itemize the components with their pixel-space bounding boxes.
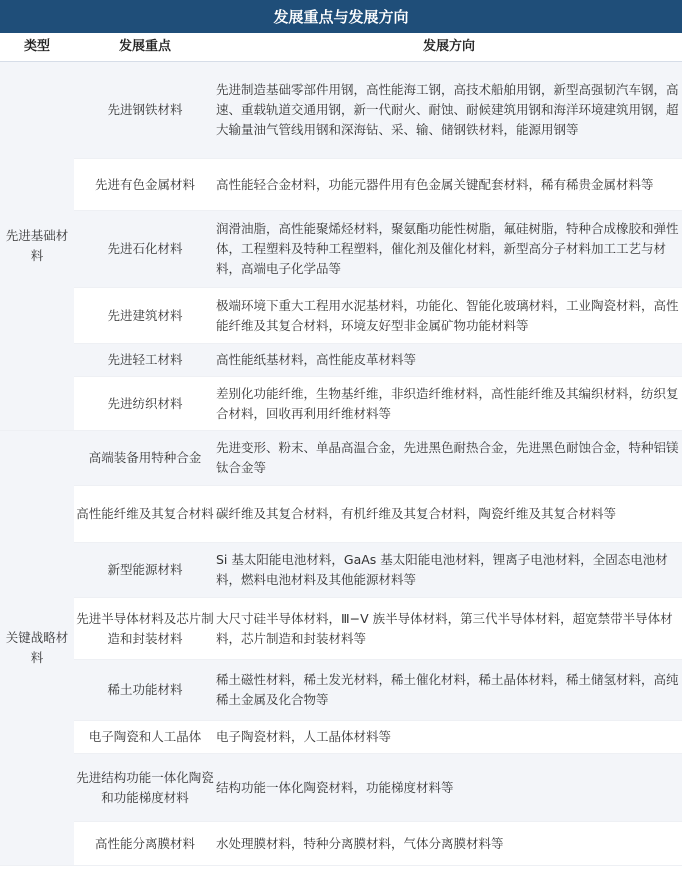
header-direction: 发展方向 <box>216 33 682 62</box>
table-row <box>0 754 682 822</box>
table-title: 发展重点与发展方向 <box>0 0 682 33</box>
table-row <box>0 288 682 344</box>
direction-cell: 高性能纸基材料，高性能皮革材料等 <box>216 344 682 377</box>
focus-cell: 先进结构功能一体化陶瓷和功能梯度材料 <box>74 754 216 822</box>
direction-cell: 先进制造基础零部件用钢，高性能海工钢，高技术船舶用钢，新型高强韧汽车钢，高速、重载轨道交通用钢，新一代耐火、耐蚀、耐候建筑用钢和海洋环境建筑用钢，超大输量油气管线用钢和深海钻、采、输、储钢铁材料，能源用钢等 <box>216 62 682 159</box>
focus-cell: 先进纺织材料 <box>74 377 216 431</box>
table-row <box>0 62 682 159</box>
focus-cell: 电子陶瓷和人工晶体 <box>74 721 216 754</box>
focus-cell: 先进钢铁材料 <box>74 62 216 159</box>
header-row <box>0 33 682 62</box>
table-row <box>0 211 682 288</box>
focus-cell: 高端装备用特种合金 <box>74 431 216 486</box>
direction-cell: 碳纤维及其复合材料，有机纤维及其复合材料，陶瓷纤维及其复合材料等 <box>216 486 682 543</box>
focus-cell: 新型能源材料 <box>74 543 216 598</box>
direction-cell: 润滑油脂，高性能聚烯烃材料，聚氨酯功能性树脂，氟硅树脂，特种合成橡胶和弹性体，工程塑料及特种工程塑料，催化剂及催化材料，新型高分子材料加工工艺与材料，高端电子化学品等 <box>216 211 682 288</box>
focus-cell: 先进轻工材料 <box>74 344 216 377</box>
table-row <box>0 660 682 721</box>
direction-cell: 稀土磁性材料，稀土发光材料，稀土催化材料，稀土晶体材料，稀土储氢材料，高纯稀土金属及化合物等 <box>216 660 682 721</box>
direction-cell: 大尺寸硅半导体材料，Ⅲ−Ⅴ 族半导体材料，第三代半导体材料，超宽禁带半导体材料，芯片制造和封装材料等 <box>216 598 682 660</box>
table-row <box>0 377 682 431</box>
direction-cell: 电子陶瓷材料，人工晶体材料等 <box>216 721 682 754</box>
direction-cell: Si 基太阳能电池材料，GaAs 基太阳能电池材料，锂离子电池材料，全固态电池材料，燃料电池材料及其他能源材料等 <box>216 543 682 598</box>
direction-cell: 高性能轻合金材料，功能元器件用有色金属关键配套材料，稀有稀贵金属材料等 <box>216 159 682 211</box>
header-focus: 发展重点 <box>74 33 216 62</box>
focus-cell: 高性能分离膜材料 <box>74 822 216 866</box>
development-table <box>0 33 682 866</box>
focus-cell: 高性能纤维及其复合材料 <box>74 486 216 543</box>
table-row <box>0 431 682 486</box>
focus-cell: 先进石化材料 <box>74 211 216 288</box>
table-row <box>0 598 682 660</box>
direction-cell: 水处理膜材料，特种分离膜材料，气体分离膜材料等 <box>216 822 682 866</box>
category-cell: 关键战略材料 <box>0 431 74 866</box>
direction-cell: 差别化功能纤维，生物基纤维，非织造纤维材料，高性能纤维及其编织材料，纺织复合材料，回收再利用纤维材料等 <box>216 377 682 431</box>
table-row <box>0 159 682 211</box>
header-type: 类型 <box>0 33 74 62</box>
focus-cell: 稀土功能材料 <box>74 660 216 721</box>
table-row <box>0 344 682 377</box>
table-row <box>0 822 682 866</box>
category-cell: 先进基础材料 <box>0 62 74 431</box>
focus-cell: 先进建筑材料 <box>74 288 216 344</box>
table-row <box>0 543 682 598</box>
direction-cell: 结构功能一体化陶瓷材料，功能梯度材料等 <box>216 754 682 822</box>
direction-cell: 先进变形、粉末、单晶高温合金，先进黑色耐热合金，先进黑色耐蚀合金，特种铝镁钛合金等 <box>216 431 682 486</box>
focus-cell: 先进半导体材料及芯片制造和封装材料 <box>74 598 216 660</box>
focus-cell: 先进有色金属材料 <box>74 159 216 211</box>
table-row <box>0 486 682 543</box>
table-row <box>0 721 682 754</box>
direction-cell: 极端环境下重大工程用水泥基材料，功能化、智能化玻璃材料，工业陶瓷材料，高性能纤维及其复合材料，环境友好型非金属矿物功能材料等 <box>216 288 682 344</box>
